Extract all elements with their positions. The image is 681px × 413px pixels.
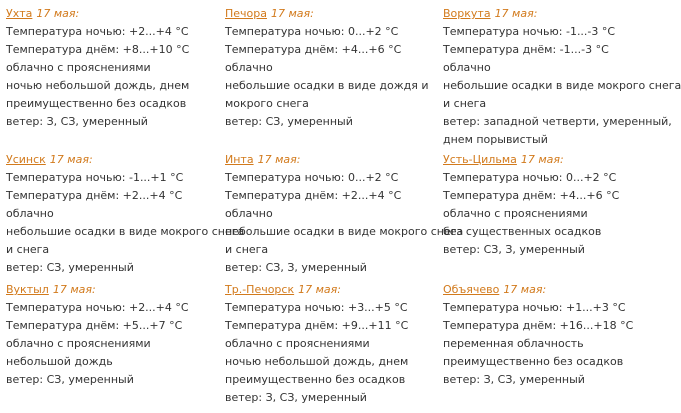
- night-temperature: Температура ночью: 0...+2 °С: [443, 171, 617, 184]
- night-temperature: Температура ночью: -1...+1 °С: [6, 171, 184, 184]
- night-temperature: Температура ночью: 0...+2 °С: [225, 171, 399, 184]
- precipitation: небольшие осадки в виде дождя и: [225, 79, 429, 92]
- night-temperature: Температура ночью: 0...+2 °С: [225, 25, 399, 38]
- day-temperature: Температура днём: +2...+4 °С: [225, 189, 402, 202]
- forecast-date: 17 мая:: [271, 7, 314, 20]
- forecast-header: [6, 151, 221, 169]
- day-temperature: Температура днём: +2...+4 °С: [6, 189, 183, 202]
- wind: ветер: З, СЗ, умеренный: [225, 391, 367, 404]
- precipitation-cont: и снега: [225, 243, 269, 256]
- precipitation: небольшие осадки в виде мокрого снега: [443, 79, 681, 92]
- city-link-pechora[interactable]: Печора: [225, 7, 267, 20]
- forecast-header: [225, 5, 440, 23]
- cloudiness: переменная облачность: [443, 337, 584, 350]
- day-temperature: Температура днём: +16...+18 °С: [443, 319, 634, 332]
- forecast-card-vuktyl: [6, 281, 221, 389]
- forecast-header: [443, 5, 658, 23]
- city-link-usinsk[interactable]: Усинск: [6, 153, 46, 166]
- city-link-ukhta[interactable]: Ухта: [6, 7, 33, 20]
- day-temperature: Температура днём: +8...+10 °С: [6, 43, 190, 56]
- precipitation-cont: мокрого снега: [225, 97, 309, 110]
- city-link-ust-tsilma[interactable]: Усть-Цильма: [443, 153, 517, 166]
- precipitation: без существенных осадков: [443, 225, 602, 238]
- precipitation-cont: преимущественно без осадков: [225, 373, 406, 386]
- precipitation: ночью небольшой дождь, днем: [6, 79, 190, 92]
- wind: ветер: СЗ, умеренный: [6, 373, 134, 386]
- precipitation-cont: и снега: [6, 243, 50, 256]
- cloudiness: облачно с прояснениями: [6, 337, 151, 350]
- forecast-card-ukhta: [6, 5, 221, 131]
- precipitation: преимущественно без осадков: [443, 355, 624, 368]
- city-link-vorkuta[interactable]: Воркута: [443, 7, 491, 20]
- precipitation: небольшой дождь: [6, 355, 113, 368]
- forecast-header: [225, 151, 440, 169]
- forecast-header: [443, 151, 658, 169]
- wind: ветер: СЗ, умеренный: [6, 261, 134, 274]
- wind: ветер: З, СЗ, умеренный: [443, 373, 585, 386]
- wind: ветер: СЗ, умеренный: [225, 115, 353, 128]
- cloudiness: облачно: [225, 61, 273, 74]
- city-link-tr-pechorsk[interactable]: Тр.-Печорск: [225, 283, 295, 296]
- wind-cont: днем порывистый: [443, 133, 548, 146]
- forecast-card-pechora: [225, 5, 440, 131]
- day-temperature: Температура днём: +4...+6 °С: [225, 43, 402, 56]
- forecast-header: [225, 281, 440, 299]
- precipitation-cont: и снега: [443, 97, 487, 110]
- forecast-card-tr-pechorsk: [225, 281, 440, 407]
- wind: ветер: З, СЗ, умеренный: [6, 115, 148, 128]
- forecast-card-vorkuta: [443, 5, 681, 149]
- night-temperature: Температура ночью: +3...+5 °С: [225, 301, 408, 314]
- night-temperature: Температура ночью: +2...+4 °С: [6, 301, 189, 314]
- forecast-date: 17 мая:: [36, 7, 80, 20]
- cloudiness: облачно с прояснениями: [225, 337, 370, 350]
- forecast-card-ust-tsilma: [443, 151, 658, 259]
- wind: ветер: СЗ, З, умеренный: [225, 261, 367, 274]
- city-link-inta[interactable]: Инта: [225, 153, 254, 166]
- precipitation-cont: преимущественно без осадков: [6, 97, 187, 110]
- forecast-date: 17 мая:: [503, 283, 547, 296]
- forecast-header: [443, 281, 658, 299]
- forecast-date: 17 мая:: [49, 153, 93, 166]
- cloudiness: облачно с прояснениями: [6, 61, 151, 74]
- night-temperature: Температура ночью: +2...+4 °С: [6, 25, 189, 38]
- day-temperature: Температура днём: -1...-3 °С: [443, 43, 609, 56]
- forecast-date: 17 мая:: [520, 153, 564, 166]
- forecast-card-obyachevo: [443, 281, 658, 389]
- forecast-card-inta: [225, 151, 464, 277]
- city-link-vuktyl[interactable]: Вуктыл: [6, 283, 49, 296]
- night-temperature: Температура ночью: -1...-3 °С: [443, 25, 616, 38]
- precipitation: ночью небольшой дождь, днем: [225, 355, 409, 368]
- wind: ветер: СЗ, З, умеренный: [443, 243, 585, 256]
- precipitation: небольшие осадки в виде мокрого снега: [225, 225, 464, 238]
- precipitation: небольшие осадки в виде мокрого снега: [6, 225, 245, 238]
- cloudiness: облачно: [6, 207, 54, 220]
- forecast-header: [6, 5, 221, 23]
- city-link-obyachevo[interactable]: Объячево: [443, 283, 500, 296]
- wind: ветер: западной четверти, умеренный,: [443, 115, 672, 128]
- cloudiness: облачно: [225, 207, 273, 220]
- day-temperature: Температура днём: +4...+6 °С: [443, 189, 620, 202]
- forecast-header: [6, 281, 221, 299]
- cloudiness: облачно с прояснениями: [443, 207, 588, 220]
- day-temperature: Температура днём: +5...+7 °С: [6, 319, 183, 332]
- forecast-date: 17 мая:: [52, 283, 96, 296]
- day-temperature: Температура днём: +9...+11 °С: [225, 319, 409, 332]
- forecast-date: 17 мая:: [298, 283, 341, 296]
- forecast-date: 17 мая:: [494, 7, 538, 20]
- cloudiness: облачно: [443, 61, 491, 74]
- forecast-date: 17 мая:: [257, 153, 301, 166]
- night-temperature: Температура ночью: +1...+3 °С: [443, 301, 626, 314]
